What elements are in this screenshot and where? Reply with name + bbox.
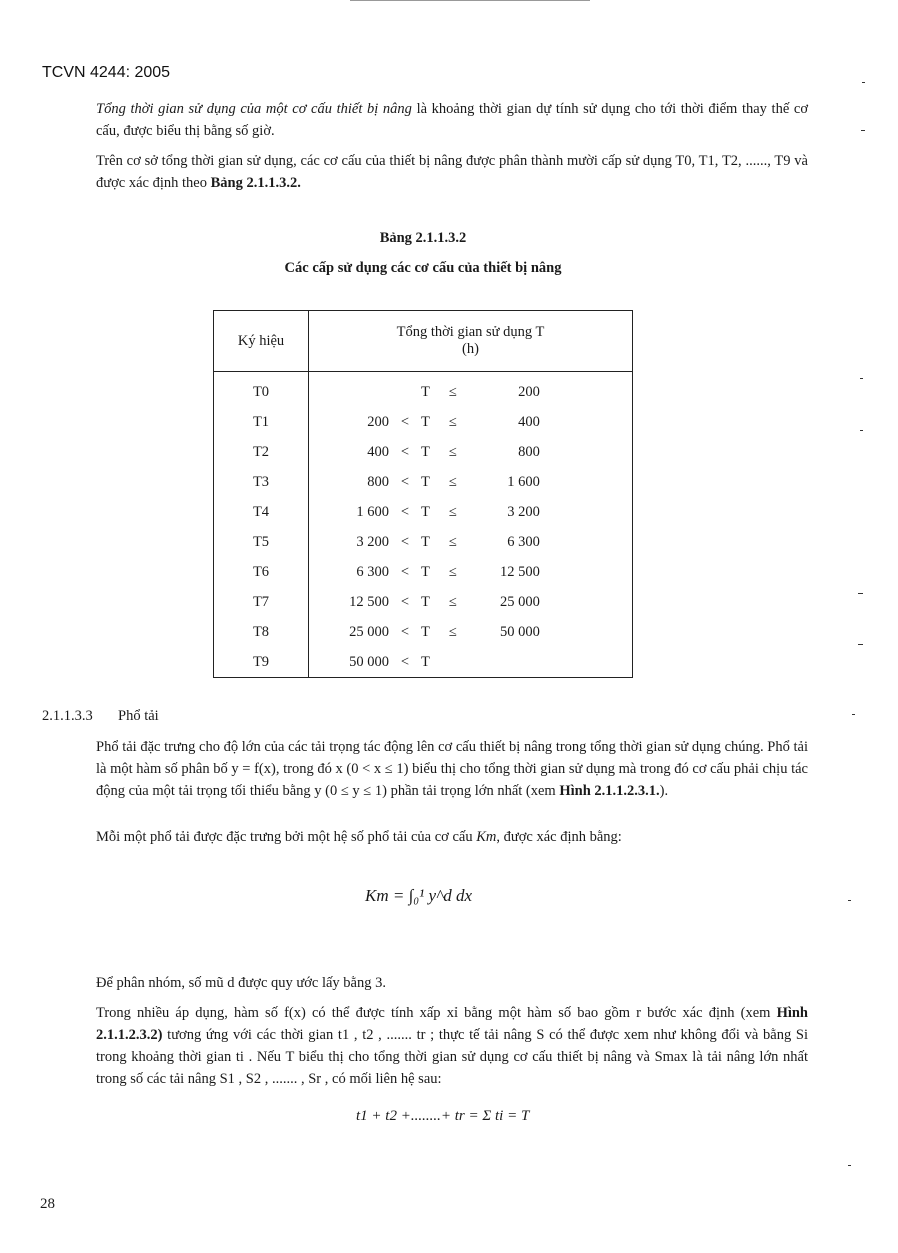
range-lower-bound: 200 — [367, 414, 389, 431]
table-row — [214, 438, 633, 468]
scan-speck — [860, 430, 863, 431]
less-equal-sign: ≤ — [448, 563, 457, 580]
scan-speck — [861, 130, 865, 131]
usage-class-symbol: T3 — [214, 468, 309, 498]
section-heading — [42, 708, 159, 725]
formula-km: Km = ∫₀¹ y^d dx — [365, 886, 473, 905]
intro-paragraph-1-text: là khoảng thời gian dự tính sử dụng cho tới thời điểm thay thế cơ cấu, được biểu thị bằng số giờ. — [96, 101, 808, 139]
range-upper-bound: 3 200 — [507, 504, 540, 521]
exponent-paragraph: Để phân nhóm, số mũ d được quy ước lấy bằng 3. — [96, 975, 386, 991]
usage-time-range — [309, 438, 633, 468]
range-upper-bound: 400 — [518, 414, 540, 431]
less-than-sign: < — [400, 593, 410, 610]
range-lower-bound: 6 300 — [356, 563, 389, 580]
table-row — [214, 527, 633, 557]
load-spectrum-text: Phổ tải đặc trưng cho độ lớn của các tải trọng tác động lên cơ cấu thiết bị nâng trong tổng thời gian sử dụng chúng. Phổ tải là một hàm số phân bố y = f(x), trong đó x (0 < x ≤ 1) biểu thị cho tổng thời gian sử dụng mà trong đó cơ cấu phải chịu tác động của một tải trọng tối thiểu bằng y (0 ≤ y ≤ 1) phần tải trọng lớn nhất (xem — [96, 739, 808, 799]
usage-time-range — [309, 527, 633, 557]
range-variable: T — [421, 623, 430, 640]
less-equal-sign: ≤ — [448, 384, 457, 401]
scan-speck — [848, 1165, 851, 1166]
less-than-sign: < — [400, 623, 410, 640]
usage-time-range — [309, 372, 633, 408]
range-upper-bound: 12 500 — [499, 563, 540, 580]
scan-speck — [862, 82, 865, 83]
range-lower-bound: 50 000 — [349, 653, 389, 670]
top-rule — [350, 0, 590, 1]
col-header-unit: (h) — [462, 341, 479, 357]
load-spectrum-end: ). — [659, 783, 669, 799]
range-variable: T — [421, 444, 430, 461]
table-number: Bảng 2.1.1.3.2 — [379, 230, 467, 246]
intro-paragraph-1 — [96, 98, 808, 142]
table-reference: Bảng 2.1.1.3.2. — [210, 175, 301, 191]
approximation-text-b: tương ứng với các thời gian t1 , t2 , ....... tr ; thực tế tải nâng S có thể được xem như không đổi và bằng Si trong khoảng thời gian ti . Nếu T biểu thị cho tổng thời gian sử dụng cơ cấu thiết bị nâng và Smax là tải nâng lớn nhất trong số các tải nâng S1 , S2 , ....... , Sr , có mối liên hệ sau: — [96, 1027, 808, 1087]
range-lower-bound: 400 — [367, 444, 389, 461]
usage-class-symbol: T6 — [214, 557, 309, 587]
coefficient-paragraph — [96, 826, 808, 848]
range-lower-bound: 800 — [367, 474, 389, 491]
usage-class-symbol: T4 — [214, 498, 309, 528]
usage-class-symbol: T9 — [214, 647, 309, 677]
table-row — [214, 557, 633, 587]
usage-time-range — [309, 408, 633, 438]
usage-class-symbol: T8 — [214, 617, 309, 647]
scan-speck — [852, 714, 855, 715]
less-than-sign: < — [400, 414, 410, 431]
coefficient-text: Mỗi một phổ tải được đặc trưng bởi một hệ số phổ tải của cơ cấu — [96, 829, 477, 845]
less-equal-sign: ≤ — [448, 414, 457, 431]
usage-time-range — [309, 617, 633, 647]
usage-time-range — [309, 498, 633, 528]
less-equal-sign: ≤ — [448, 504, 457, 521]
less-equal-sign: ≤ — [448, 533, 457, 550]
table-row — [214, 498, 633, 528]
usage-time-range — [309, 557, 633, 587]
range-variable: T — [421, 653, 430, 670]
approximation-paragraph — [96, 1002, 808, 1090]
table-row — [214, 587, 633, 617]
range-upper-bound: 6 300 — [507, 533, 540, 550]
figure-reference-2: Hình 2.1.1.2.3.2) — [96, 1005, 808, 1043]
coefficient-end: , được xác định bằng: — [496, 829, 622, 845]
usage-class-symbol: T5 — [214, 527, 309, 557]
less-than-sign: < — [400, 474, 410, 491]
less-equal-sign: ≤ — [448, 623, 457, 640]
section-title: Phổ tải — [118, 708, 159, 724]
col-header-symbol: Ký hiệu — [214, 311, 309, 372]
scan-speck — [860, 378, 863, 379]
figure-reference-1: Hình 2.1.1.2.3.1. — [559, 783, 660, 799]
section-number: 2.1.1.3.3 — [42, 708, 93, 724]
range-variable: T — [421, 384, 430, 401]
range-variable: T — [421, 533, 430, 550]
less-equal-sign: ≤ — [448, 474, 457, 491]
range-variable: T — [421, 593, 430, 610]
less-than-sign: < — [400, 533, 410, 550]
less-than-sign: < — [400, 504, 410, 521]
load-spectrum-paragraph — [96, 736, 808, 802]
range-variable: T — [421, 414, 430, 431]
col-header-total-time — [309, 311, 633, 372]
range-lower-bound: 25 000 — [349, 623, 389, 640]
range-upper-bound: 200 — [518, 384, 540, 401]
page-number: 28 — [40, 1196, 55, 1212]
scan-speck — [858, 593, 863, 594]
less-than-sign: < — [400, 444, 410, 461]
less-than-sign: < — [400, 653, 410, 670]
standard-code: TCVN 4244: 2005 — [42, 64, 171, 81]
scan-speck — [858, 644, 863, 645]
range-upper-bound: 800 — [518, 444, 540, 461]
range-variable: T — [421, 474, 430, 491]
usage-class-symbol: T2 — [214, 438, 309, 468]
approximation-text-a: Trong nhiều áp dụng, hàm số f(x) có thể được tính xấp xỉ bằng một hàm số bao gồm r bước xác định (xem — [96, 1005, 777, 1021]
usage-time-range — [309, 587, 633, 617]
usage-class-table — [213, 310, 633, 678]
usage-class-symbol: T0 — [214, 372, 309, 408]
col-header-line1: Tổng thời gian sử dụng T — [396, 324, 545, 340]
range-upper-bound: 50 000 — [499, 623, 540, 640]
scan-speck — [848, 900, 851, 901]
usage-time-range — [309, 647, 633, 677]
table-row — [214, 617, 633, 647]
intro-paragraph-2-text: Trên cơ sở tổng thời gian sử dụng, các cơ cấu của thiết bị nâng được phân thành mười cấp sử dụng T0, T1, T2, ......, T9 và được xác định theo — [96, 153, 808, 191]
range-lower-bound: 12 500 — [349, 593, 389, 610]
term-emphasis: Tổng thời gian sử dụng của một cơ cấu thiết bị nâng — [96, 101, 412, 117]
formula-time-sum: t1 + t2 +........+ tr = Σ ti = T — [356, 1108, 530, 1124]
range-variable: T — [421, 563, 430, 580]
table-row — [214, 372, 633, 408]
table-title: Các cấp sử dụng các cơ cấu của thiết bị nâng — [284, 260, 562, 276]
usage-class-symbol: T7 — [214, 587, 309, 617]
intro-paragraph-2 — [96, 150, 808, 194]
table-row — [214, 647, 633, 677]
less-than-sign: < — [400, 563, 410, 580]
range-upper-bound: 25 000 — [499, 593, 540, 610]
usage-class-symbol: T1 — [214, 408, 309, 438]
range-variable: T — [421, 504, 430, 521]
table-row — [214, 468, 633, 498]
coefficient-variable: Km — [476, 829, 497, 845]
table-row — [214, 408, 633, 438]
range-lower-bound: 1 600 — [356, 504, 389, 521]
less-equal-sign: ≤ — [448, 593, 457, 610]
range-lower-bound: 3 200 — [356, 533, 389, 550]
less-equal-sign: ≤ — [448, 444, 457, 461]
usage-time-range — [309, 468, 633, 498]
range-upper-bound: 1 600 — [507, 474, 540, 491]
